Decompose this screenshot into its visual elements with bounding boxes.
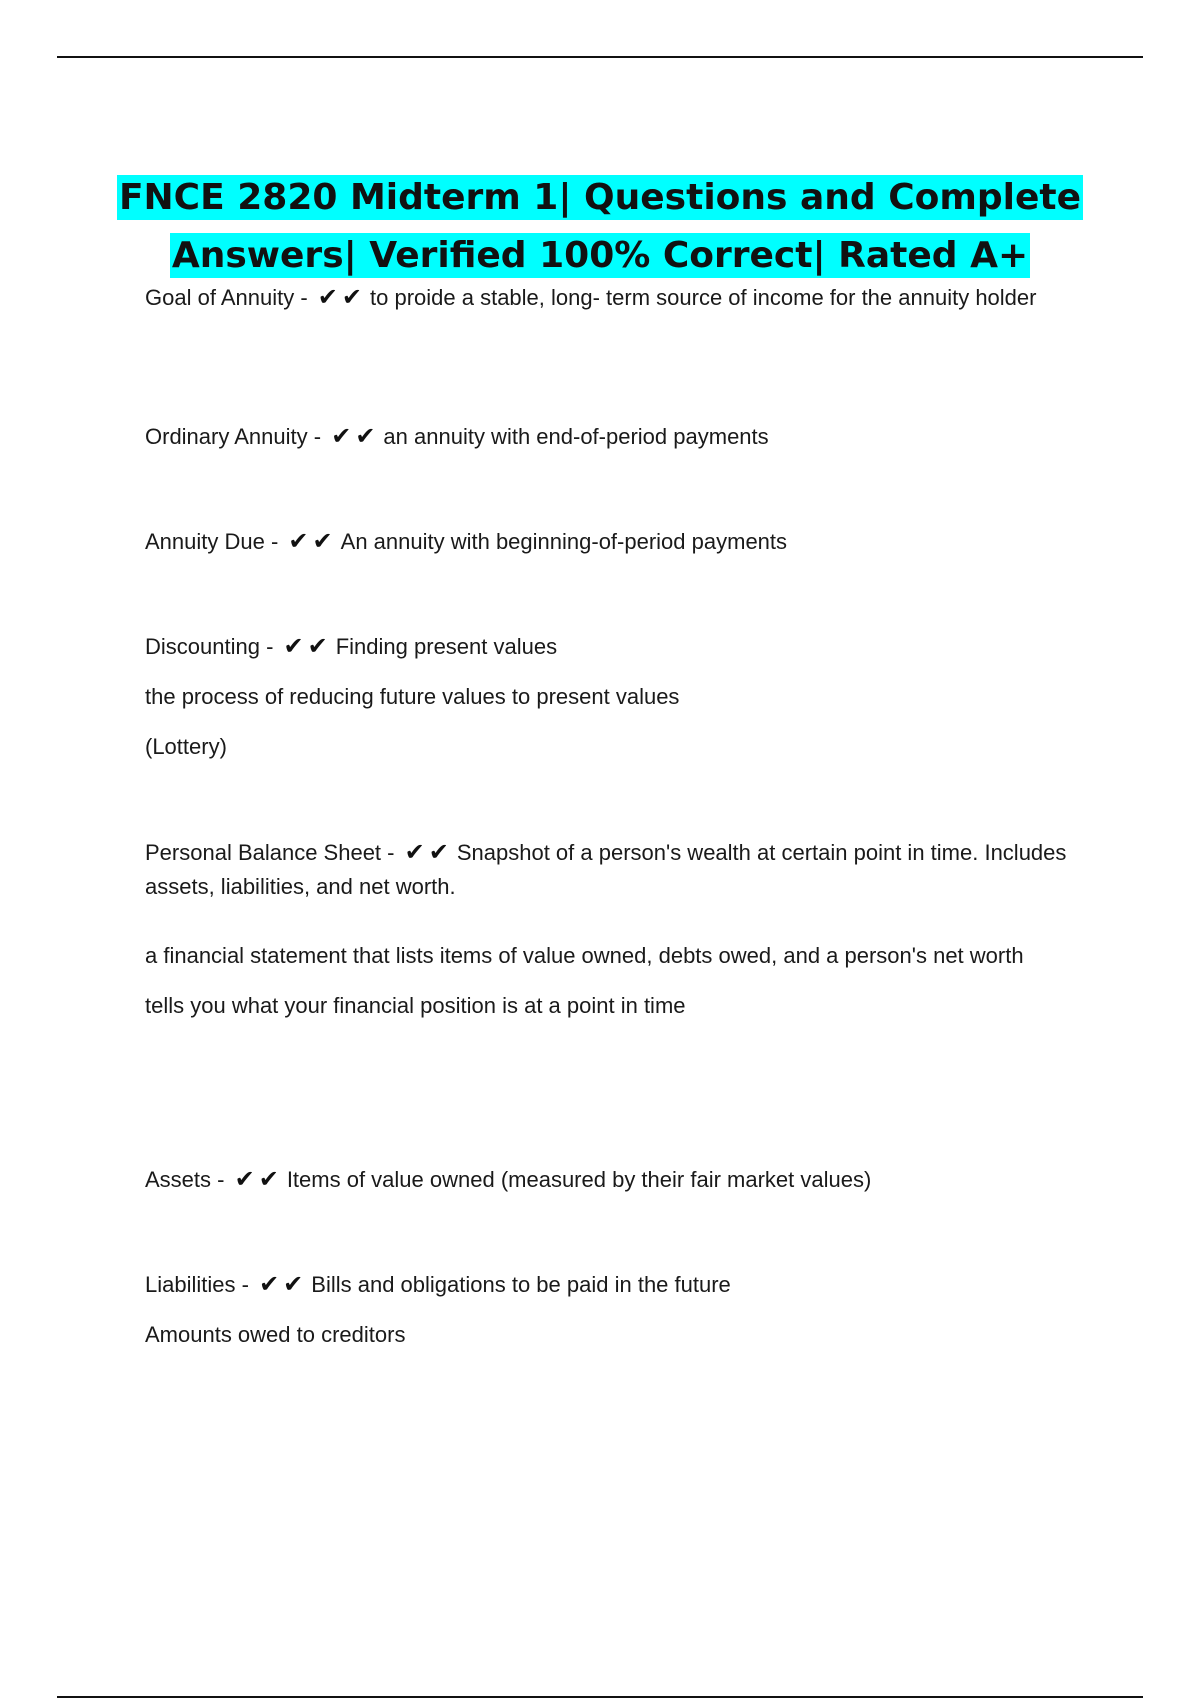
top-rule (57, 56, 1143, 58)
extra-text: a financial statement that lists items of value owned, debts owed, and a person's net worth (145, 943, 1024, 968)
definition-text: Finding present values (335, 634, 558, 659)
term-label: Assets - (145, 1167, 225, 1192)
title-line-2: Answers| Verified 100% Correct| Rated A+ (171, 235, 1029, 277)
qa-line (145, 525, 1090, 559)
qa-entry (145, 630, 1090, 764)
double-check-icon: ✔✔ (234, 1166, 283, 1193)
double-check-icon: ✔✔ (259, 1271, 308, 1298)
double-check-icon: ✔✔ (317, 284, 366, 311)
qa-line (145, 1163, 1090, 1197)
definition-text: an annuity with end-of-period payments (383, 424, 769, 449)
qa-entry (145, 525, 1090, 559)
title-line-1: FNCE 2820 Midterm 1| Questions and Complete (118, 177, 1082, 219)
definition-text: Bills and obligations to be paid in the future (311, 1272, 731, 1297)
term-label: Ordinary Annuity - (145, 424, 322, 449)
qa-entry (145, 1268, 1090, 1352)
extra-text: tells you what your financial position is at a point in time (145, 993, 686, 1018)
double-check-icon: ✔✔ (331, 423, 380, 450)
definition-text: Snapshot of a person's wealth at certain point in time. Includes assets, liabilities, and net worth. (145, 840, 1067, 899)
extra-text: Amounts owed to creditors (145, 1322, 406, 1347)
definition-text: to proide a stable, long- term source of income for the annuity holder (370, 285, 1037, 310)
document-title (60, 169, 1140, 285)
qa-entry (145, 836, 1090, 1023)
definition-text: Items of value owned (measured by their fair market values) (286, 1167, 872, 1192)
qa-line (145, 630, 1090, 664)
extra-text: the process of reducing future values to present values (145, 684, 680, 709)
qa-line (145, 836, 1090, 904)
double-check-icon: ✔✔ (288, 528, 337, 555)
term-label: Personal Balance Sheet - (145, 840, 395, 865)
term-label: Discounting - (145, 634, 274, 659)
double-check-icon: ✔✔ (283, 633, 332, 660)
qa-line (145, 1268, 1090, 1302)
extra-text: (Lottery) (145, 734, 227, 759)
qa-entry (145, 420, 1090, 454)
term-label: Liabilities - (145, 1272, 249, 1297)
definition-text: An annuity with beginning-of-period payments (340, 529, 788, 554)
qa-entry (145, 1163, 1090, 1197)
term-label: Goal of Annuity - (145, 285, 308, 310)
qa-line (145, 281, 1090, 315)
term-label: Annuity Due - (145, 529, 279, 554)
double-check-icon: ✔✔ (404, 839, 453, 866)
bottom-rule (57, 1696, 1143, 1698)
qa-entry (145, 281, 1090, 315)
qa-line (145, 420, 1090, 454)
